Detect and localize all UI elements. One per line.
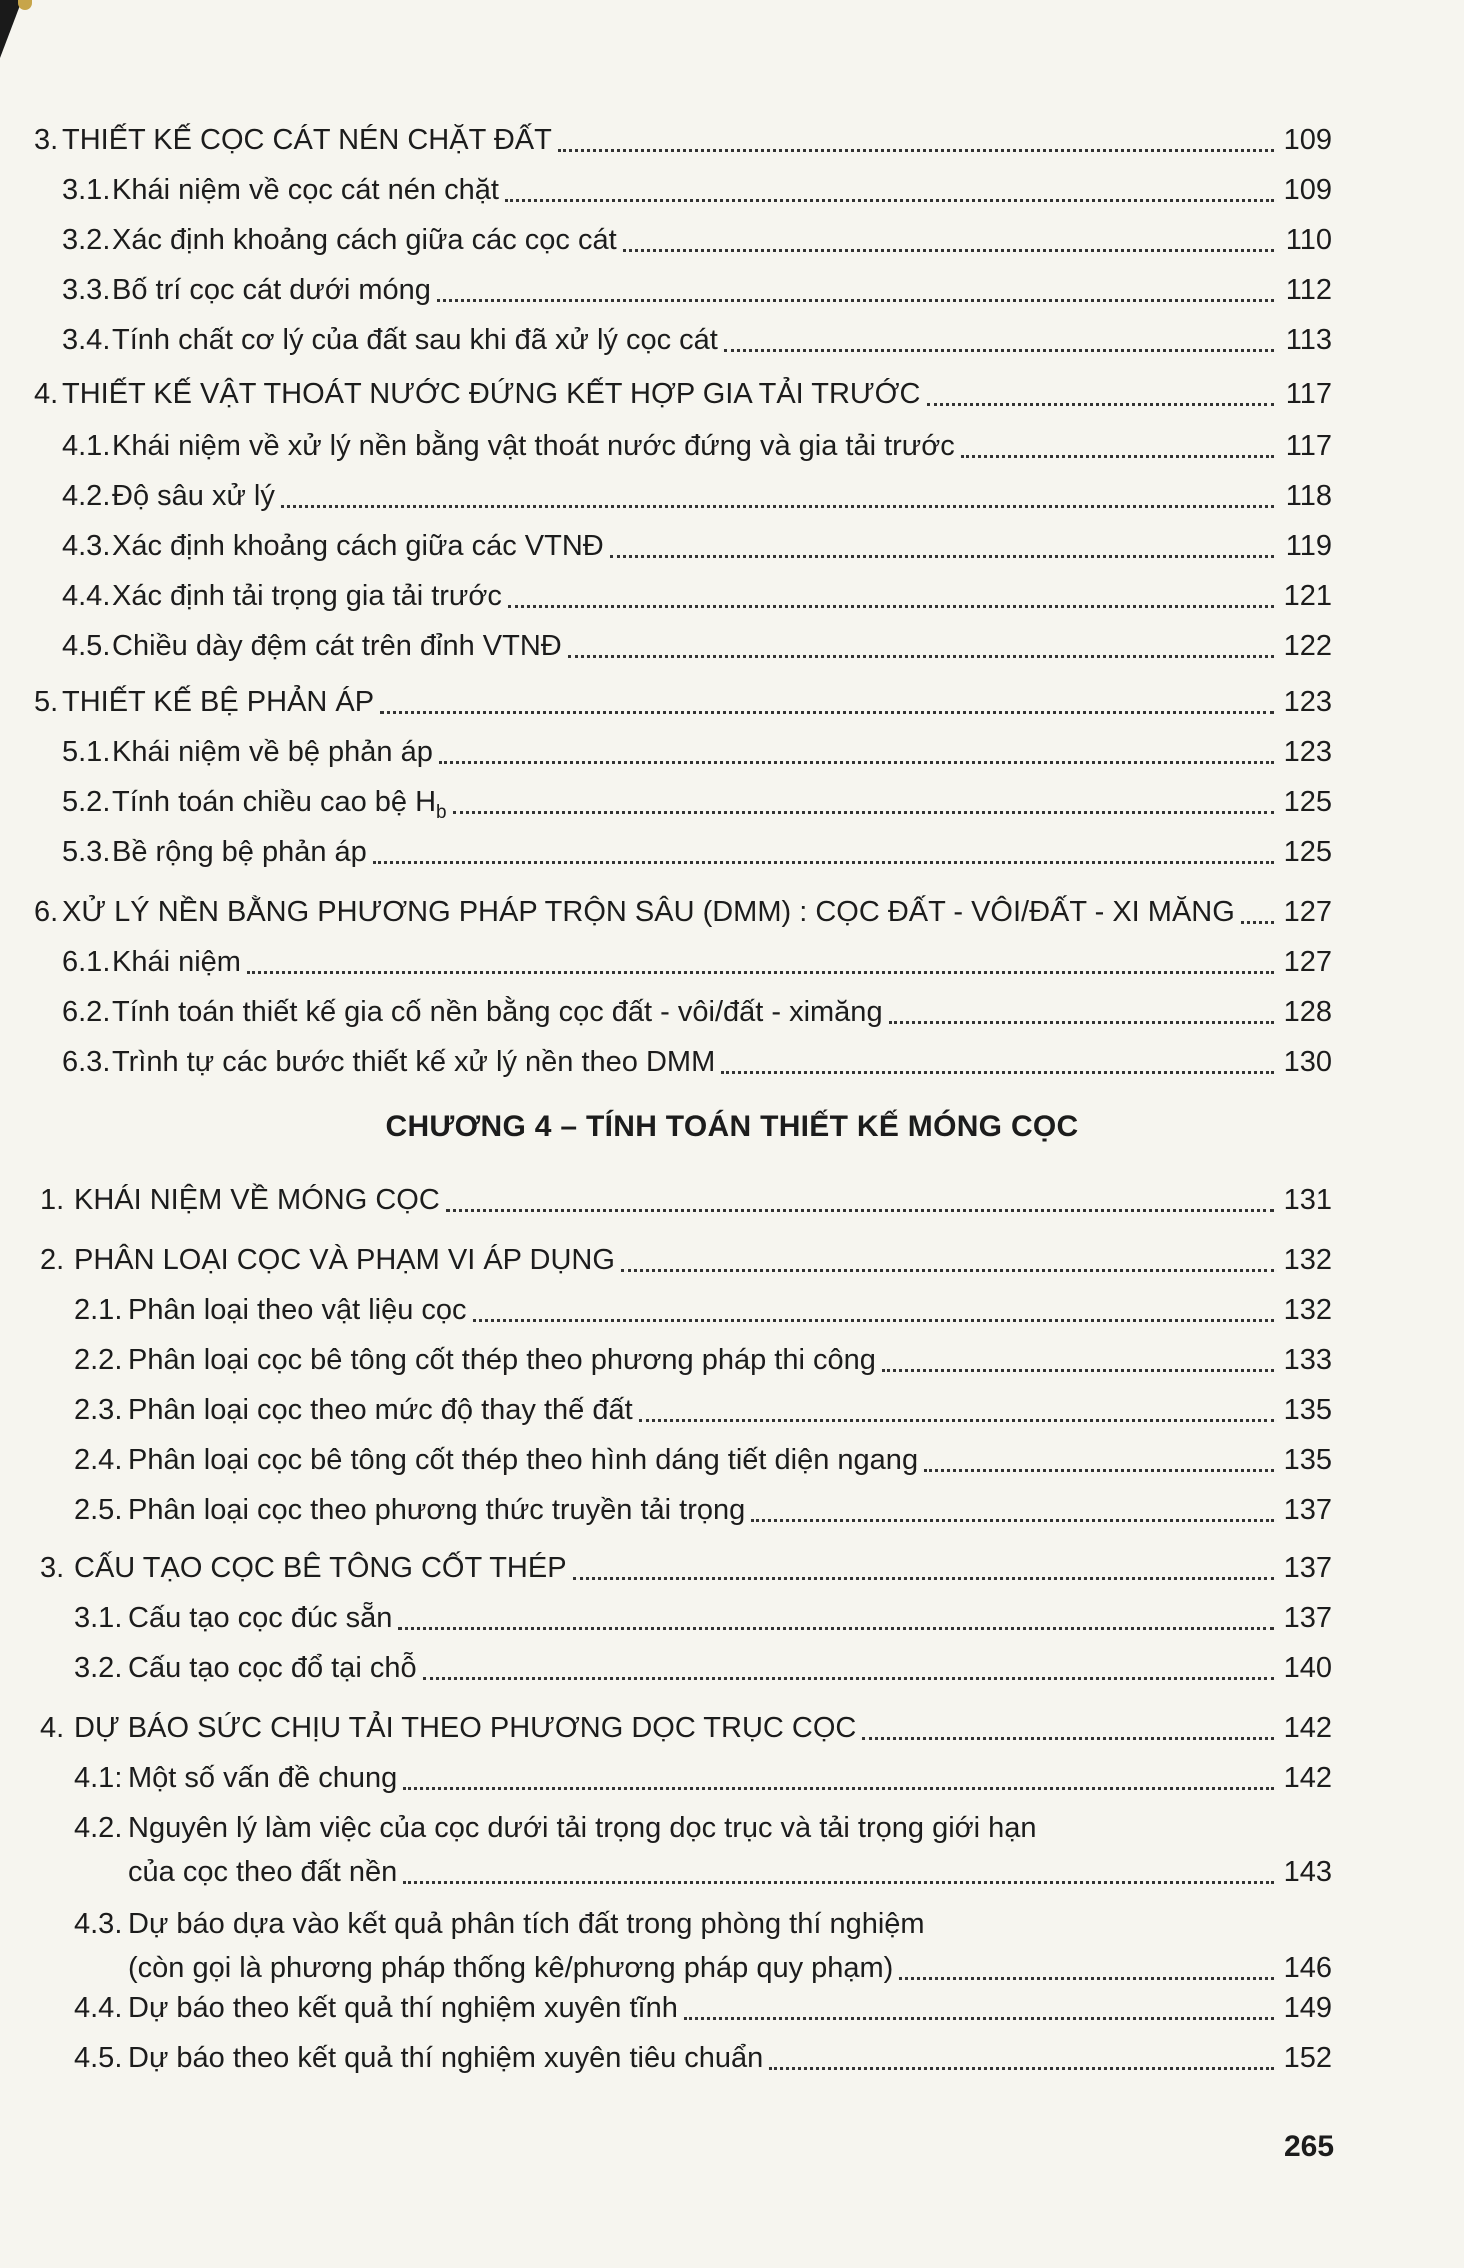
toc-entry-page: 137: [1283, 1552, 1332, 1584]
toc-entry-number: 3.2.: [74, 1652, 123, 1684]
toc-entry-number: 4.2.: [74, 1812, 123, 1844]
toc-entry-title: [128, 2036, 763, 2080]
toc-entry-title-text: Phân loại theo vật liệu cọc: [128, 1294, 467, 1326]
toc-entry[interactable]: [0, 1596, 1464, 1640]
toc-entry[interactable]: [0, 218, 1464, 262]
toc-entry-number: 6.2.: [62, 996, 111, 1028]
toc-entry-continuation: (còn gọi là phương pháp thống kê/phương pháp quy phạm): [128, 1952, 894, 1984]
toc-entry-title: [112, 318, 718, 362]
toc-entry-title: [112, 830, 367, 874]
toc-entry-title-text: PHÂN LOẠI CỌC VÀ PHẠM VI ÁP DỤNG: [74, 1244, 615, 1276]
toc-entry-page: 135: [1283, 1394, 1332, 1426]
toc-entry-title: [112, 524, 604, 568]
toc-entry-title: [62, 680, 374, 724]
toc-entry-title-text: THIẾT KẾ BỆ PHẢN ÁP: [62, 686, 375, 718]
toc-entry-number: 6.1.: [62, 946, 111, 978]
toc-entry-number: 4.4.: [74, 1992, 123, 2024]
page-corner-glint: [18, 0, 32, 10]
toc-dot-leader: [639, 1419, 1274, 1422]
toc-dot-leader: [961, 455, 1274, 458]
toc-entry-number: 3.1.: [74, 1602, 123, 1634]
toc-entry-page: 112: [1285, 274, 1332, 306]
toc-dot-leader: [281, 505, 1274, 508]
toc-entry-title: [74, 1238, 615, 1282]
toc-entry-title-text: THIẾT KẾ VẬT THOÁT NƯỚC ĐỨNG KẾT HỢP GIA TẢI TRƯỚC: [62, 378, 921, 410]
toc-entry-number: 2.1.: [74, 1294, 123, 1326]
toc-dot-leader: [473, 1319, 1274, 1322]
toc-entry-title: [112, 780, 447, 835]
toc-entry-number: 4.1.: [62, 430, 111, 462]
toc-entry-page: 142: [1283, 1762, 1332, 1794]
toc-entry-page: 117: [1285, 378, 1332, 410]
toc-entry[interactable]: [0, 1756, 1464, 1800]
toc-entry-number: 4.: [40, 1712, 65, 1744]
toc-entry-title: [128, 1388, 633, 1432]
toc-entry[interactable]: [0, 730, 1464, 774]
toc-entry-page: 152: [1283, 2042, 1332, 2074]
toc-dot-leader: [247, 971, 1274, 974]
toc-entry-number: 4.2.: [62, 480, 111, 512]
toc-entry-subscript: b: [436, 801, 447, 823]
toc-entry-number: 5.: [34, 686, 59, 718]
toc-entry-title-text: Tính toán thiết kế gia cố nền bằng cọc đất - vôi/đất - ximăng: [112, 996, 883, 1028]
toc-entry-number: 4.3.: [74, 1908, 123, 1940]
toc-entry-title-text: Xác định khoảng cách giữa các cọc cát: [112, 224, 617, 256]
toc-entry-title: [112, 990, 883, 1034]
toc-entry-number: 2.3.: [74, 1394, 123, 1426]
toc-entry-page: 132: [1283, 1294, 1332, 1326]
toc-entry-title-text: Tính toán chiều cao bệ H: [112, 786, 437, 818]
toc-entry-title-text: CẤU TẠO CỌC BÊ TÔNG CỐT THÉP: [74, 1552, 567, 1584]
toc-entry-page: 118: [1285, 480, 1332, 512]
toc-entry-title-text: Phân loại cọc theo phương thức truyền tải trọng: [128, 1494, 746, 1526]
toc-entry-title-text: Dự báo theo kết quả thí nghiệm xuyên tiêu chuẩn: [128, 2042, 764, 2074]
toc-entry-title-text: Phân loại cọc theo mức độ thay thế đất: [128, 1394, 633, 1426]
toc-entry-page: 109: [1283, 174, 1332, 206]
toc-entry-title: [112, 730, 433, 774]
toc-entry-title: [128, 1338, 876, 1382]
toc-entry-title-text: Nguyên lý làm việc của cọc dưới tải trọng dọc trục và tải trọng giới hạn: [128, 1812, 1037, 1844]
toc-dot-leader: [558, 149, 1274, 152]
toc-entry[interactable]: [0, 780, 1464, 824]
toc-entry[interactable]: [0, 474, 1464, 518]
toc-entry-title-text: Khái niệm: [112, 946, 241, 978]
toc-entry-title: [112, 1040, 715, 1084]
toc-entry-title: [112, 168, 499, 212]
toc-entry-title: [128, 1596, 392, 1640]
toc-entry-number: 2.4.: [74, 1444, 123, 1476]
toc-entry-title-text: Cấu tạo cọc đúc sẵn: [128, 1602, 393, 1634]
toc-entry[interactable]: [0, 268, 1464, 312]
toc-entry[interactable]: [0, 424, 1464, 468]
toc-entry-title-text: XỬ LÝ NỀN BẰNG PHƯƠNG PHÁP TRỘN SÂU (DMM) : CỌC ĐẤT - VÔI/ĐẤT - XI MĂNG: [62, 896, 1235, 928]
toc-entry[interactable]: [0, 1986, 1464, 2030]
toc-entry-page: 127: [1283, 896, 1332, 928]
toc-entry-number: 4.4.: [62, 580, 111, 612]
toc-entry-page: 128: [1283, 996, 1332, 1028]
toc-dot-leader: [721, 1071, 1274, 1074]
toc-entry-title: [112, 574, 502, 618]
toc-entry-page: 135: [1283, 1444, 1332, 1476]
toc-entry[interactable]: [0, 1438, 1464, 1482]
toc-entry-title: [128, 1986, 678, 2030]
toc-dot-leader: [446, 1209, 1274, 1212]
toc-entry-title-text: Cấu tạo cọc đổ tại chỗ: [128, 1652, 417, 1684]
toc-entry-number: 4.5.: [62, 630, 111, 662]
toc-entry[interactable]: [0, 1646, 1464, 1690]
toc-entry-number: 6.3.: [62, 1046, 111, 1078]
toc-entry-title: [62, 118, 552, 162]
toc-entry-number: 3.1.: [62, 174, 111, 206]
toc-entry-title-text: Tính chất cơ lý của đất sau khi đã xử lý cọc cát: [112, 324, 718, 356]
toc-dot-leader: [508, 605, 1274, 608]
toc-dot-leader: [1241, 921, 1274, 924]
toc-dot-leader: [623, 249, 1274, 252]
toc-entry[interactable]: [0, 1806, 1464, 1888]
toc-entry-title: [112, 940, 241, 984]
toc-entry-number: 2.: [40, 1244, 65, 1276]
toc-entry[interactable]: [0, 574, 1464, 618]
toc-entry-title: [128, 1288, 467, 1332]
toc-entry[interactable]: [0, 1040, 1464, 1084]
toc-entry[interactable]: [0, 830, 1464, 874]
toc-entry-title-text: Một số vấn đề chung: [128, 1762, 398, 1794]
toc-entry-title: [128, 1806, 1037, 1850]
toc-entry-title: [128, 1488, 745, 1532]
toc-entry-page: 146: [1283, 1952, 1332, 1984]
toc-entry-title: [62, 890, 1235, 934]
toc-dot-leader: [439, 761, 1274, 764]
toc-entry-page: 123: [1283, 736, 1332, 768]
toc-entry-title: [128, 1902, 925, 1946]
toc-entry[interactable]: [0, 2036, 1464, 2080]
toc-dot-leader: [882, 1369, 1274, 1372]
toc-entry-number: 6.: [34, 896, 59, 928]
toc-entry[interactable]: [0, 1178, 1464, 1222]
toc-dot-leader: [621, 1269, 1274, 1272]
toc-dot-leader: [453, 811, 1274, 814]
toc-entry[interactable]: [0, 524, 1464, 568]
toc-entry[interactable]: [0, 990, 1464, 1034]
toc-entry[interactable]: [0, 680, 1464, 724]
toc-entry-number: 5.3.: [62, 836, 111, 868]
toc-entry-title: [112, 424, 955, 468]
toc-dot-leader: [403, 1881, 1274, 1884]
toc-entry-number: 3.: [40, 1552, 65, 1584]
toc-entry-title-text: Phân loại cọc bê tông cốt thép theo hình dáng tiết diện ngang: [128, 1444, 919, 1476]
toc-entry-number: 2.5.: [74, 1494, 123, 1526]
toc-entry-page: 142: [1283, 1712, 1332, 1744]
toc-entry[interactable]: [0, 168, 1464, 212]
toc-entry-title: [74, 1178, 440, 1222]
toc-entry-continuation: của cọc theo đất nền: [128, 1856, 398, 1888]
chapter-4-heading: CHƯƠNG 4 – TÍNH TOÁN THIẾT KẾ MÓNG CỌC: [385, 1110, 1079, 1143]
toc-entry-title-text: Dự báo theo kết quả thí nghiệm xuyên tĩnh: [128, 1992, 678, 2024]
toc-entry[interactable]: [0, 1902, 1464, 1984]
toc-entry-title-text: Phân loại cọc bê tông cốt thép theo phương pháp thi công: [128, 1344, 876, 1376]
toc-entry-title-text: Xác định khoảng cách giữa các VTNĐ: [112, 530, 604, 562]
toc-entry-page: 143: [1283, 1856, 1332, 1888]
toc-entry-number: 5.2.: [62, 786, 111, 818]
toc-dot-leader: [373, 861, 1274, 864]
toc-entry-title-text: THIẾT KẾ CỌC CÁT NÉN CHẶT ĐẤT: [62, 124, 552, 156]
toc-entry-page: 133: [1283, 1344, 1332, 1376]
toc-entry[interactable]: [0, 1288, 1464, 1332]
toc-entry-title: [62, 372, 921, 416]
toc-entry[interactable]: [0, 318, 1464, 362]
toc-dot-leader: [751, 1519, 1274, 1522]
toc-entry-title-text: Chiều dày đệm cát trên đỉnh VTNĐ: [112, 630, 562, 662]
toc-dot-leader: [769, 2067, 1274, 2070]
toc-entry-number: 4.5.: [74, 2042, 123, 2074]
toc-entry-number: 5.1.: [62, 736, 111, 768]
toc-dot-leader: [862, 1737, 1274, 1740]
toc-dot-leader: [437, 299, 1274, 302]
toc-entry-page: 119: [1285, 530, 1332, 562]
toc-dot-leader: [505, 199, 1274, 202]
toc-entry-page: 109: [1283, 124, 1332, 156]
toc-entry-number: 3.2.: [62, 224, 111, 256]
toc-entry-number: 2.2.: [74, 1344, 123, 1376]
toc-entry-number: 1.: [40, 1184, 65, 1216]
toc-entry-page: 132: [1283, 1244, 1332, 1276]
toc-entry-title: [74, 1706, 856, 1750]
toc-entry-title: [112, 624, 562, 668]
toc-dot-leader: [403, 1787, 1274, 1790]
toc-entry-number: 3.3.: [62, 274, 111, 306]
toc-entry[interactable]: [0, 624, 1464, 668]
toc-entry[interactable]: [0, 1546, 1464, 1590]
toc-entry-page: 125: [1283, 836, 1332, 868]
toc-dot-leader: [684, 2017, 1274, 2020]
toc-entry[interactable]: [0, 372, 1464, 416]
toc-dot-leader: [924, 1469, 1274, 1472]
toc-entry-page: 130: [1283, 1046, 1332, 1078]
toc-dot-leader: [927, 403, 1275, 406]
toc-entry-title-text: Khái niệm về bệ phản áp: [112, 736, 433, 768]
toc-entry-page: 123: [1283, 686, 1332, 718]
toc-dot-leader: [380, 711, 1274, 714]
toc-dot-leader: [899, 1977, 1274, 1980]
toc-entry-title-text: Độ sâu xử lý: [112, 480, 275, 512]
toc-entry-page: 131: [1283, 1184, 1332, 1216]
toc-entry-number: 4.1:: [74, 1762, 123, 1794]
toc-entry-title-text: Bố trí cọc cát dưới móng: [112, 274, 431, 306]
toc-entry-title-text: Dự báo dựa vào kết quả phân tích đất trong phòng thí nghiệm: [128, 1908, 925, 1940]
toc-entry-page: 113: [1285, 324, 1332, 356]
toc-entry[interactable]: [0, 1488, 1464, 1532]
toc-dot-leader: [423, 1677, 1274, 1680]
toc-dot-leader: [724, 349, 1274, 352]
toc-entry-title: [112, 474, 275, 518]
toc-entry-title-text: KHÁI NIỆM VỀ MÓNG CỌC: [74, 1184, 440, 1216]
toc-entry-title: [128, 1438, 918, 1482]
toc-dot-leader: [610, 555, 1274, 558]
toc-entry-page: 137: [1283, 1494, 1332, 1526]
toc-entry-number: 4.3.: [62, 530, 111, 562]
toc-entry-title-text: Xác định tải trọng gia tải trước: [112, 580, 502, 612]
toc-entry-title: [128, 1646, 417, 1690]
toc-entry-page: 149: [1283, 1992, 1332, 2024]
toc-entry-page: 137: [1283, 1602, 1332, 1634]
toc-entry-title-text: Khái niệm về xử lý nền bằng vật thoát nước đứng và gia tải trước: [112, 430, 955, 462]
toc-entry[interactable]: [0, 1238, 1464, 1282]
toc-entry-title-text: DỰ BÁO SỨC CHỊU TẢI THEO PHƯƠNG DỌC TRỤC CỌC: [74, 1712, 857, 1744]
toc-entry-number: 3.4.: [62, 324, 111, 356]
toc-entry-title-text: Trình tự các bước thiết kế xử lý nền theo DMM: [112, 1046, 716, 1078]
toc-entry[interactable]: [0, 890, 1464, 934]
toc-dot-leader: [889, 1021, 1274, 1024]
toc-entry-page: 110: [1285, 224, 1332, 256]
toc-entry-title: [112, 218, 617, 262]
toc-entry[interactable]: [0, 1706, 1464, 1750]
toc-entry-number: 4.: [34, 378, 59, 410]
toc-entry[interactable]: [0, 1338, 1464, 1382]
toc-entry[interactable]: [0, 940, 1464, 984]
toc-dot-leader: [398, 1627, 1274, 1630]
toc-entry-title: [112, 268, 431, 312]
toc-entry-title-text: Khái niệm về cọc cát nén chặt: [112, 174, 499, 206]
page-number: 265: [1284, 2130, 1335, 2163]
toc-entry-title-text: Bề rộng bệ phản áp: [112, 836, 367, 868]
toc-entry-title: [128, 1756, 397, 1800]
toc-dot-leader: [568, 655, 1274, 658]
toc-entry-title: [74, 1546, 567, 1590]
toc-entry-page: 140: [1283, 1652, 1332, 1684]
toc-entry-page: 122: [1283, 630, 1332, 662]
page-corner-shadow: [0, 0, 22, 58]
toc-entry-page: 127: [1283, 946, 1332, 978]
toc-entry[interactable]: [0, 1388, 1464, 1432]
toc-entry-page: 121: [1283, 580, 1332, 612]
toc-dot-leader: [573, 1577, 1274, 1580]
toc-entry-number: 3.: [34, 124, 59, 156]
toc-entry[interactable]: [0, 118, 1464, 162]
toc-entry-page: 117: [1285, 430, 1332, 462]
toc-entry-page: 125: [1283, 786, 1332, 818]
